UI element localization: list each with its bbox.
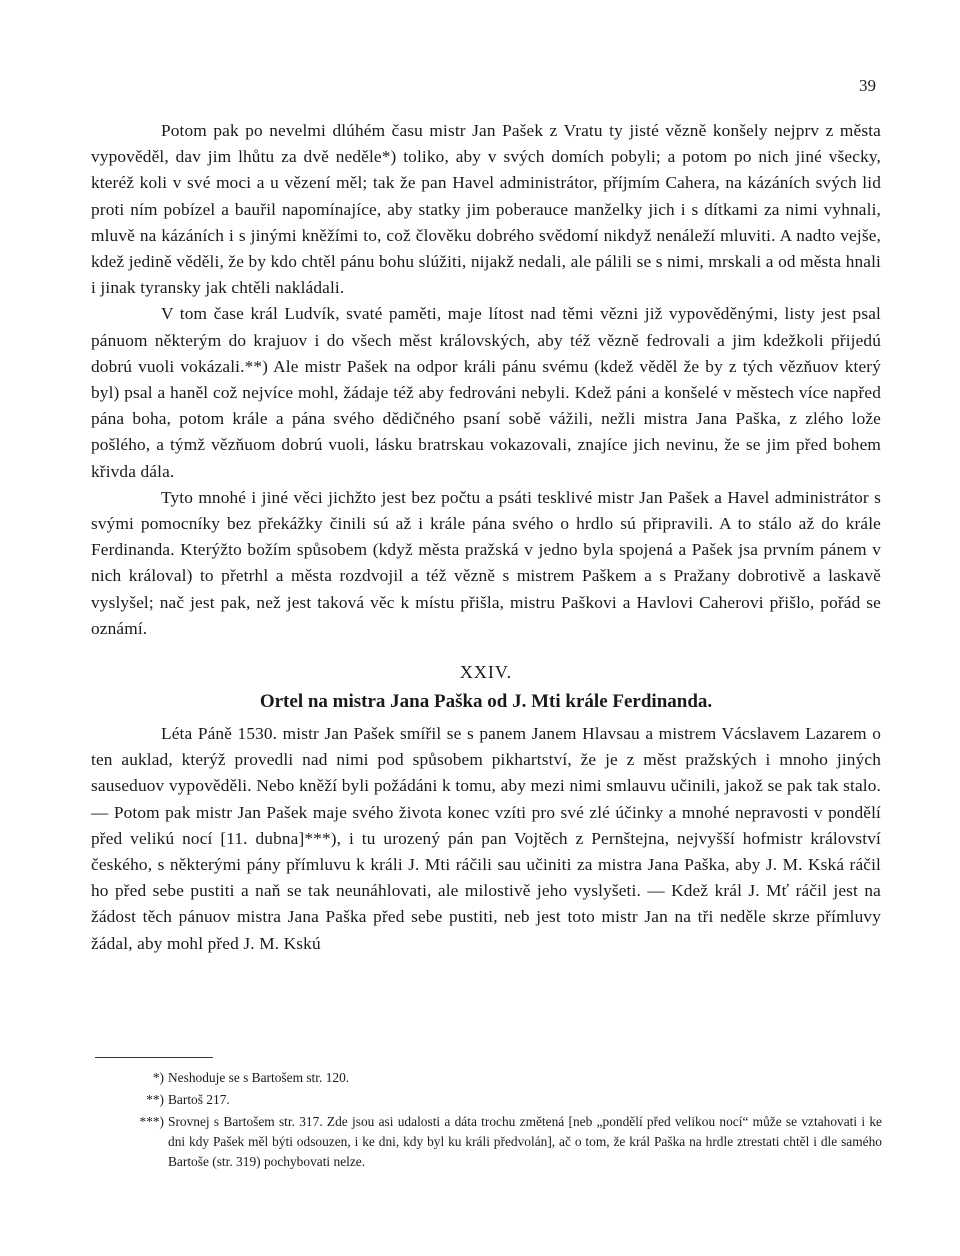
footnote-text: Bartoš 217. <box>168 1092 230 1107</box>
footnote-text: Neshoduje se s Bartošem str. 120. <box>168 1070 350 1085</box>
footnotes <box>120 1068 882 1174</box>
chapter-number: XXIV. <box>459 662 513 683</box>
main-text <box>91 118 881 957</box>
footnote-mark: *) <box>152 1070 164 1085</box>
paragraph: V tom čase král Ludvík, svaté paměti, maje lítost nad těmi vězni již vypověděnými, listy jest psal pánuom některým do krajuov i do všech měst královských, aby též vězně fedrovali a jim kdežkoli přijedú dobrú vuoli vokázali.**) Ale mistr Pašek na odpor králi pánu svému (kdež věděl že by z tých vězňuov který byl) psal a haněl což nejvíce mohl, žádaje též aby fedrováni nebyli. Kdež páni a konšelé v městech více napřed pána boha, potom krále a pána svého dědičného psaní sobě vážili, nežli mistra Jana Paška, z zlého lože pošlého, a týmž vězňuom dobrú vuoli, lásku bratrskau vokazovali, znajíce jich nevinu, že se jim před bohem křivda dála. <box>91 304 881 481</box>
chapter-title: Ortel na mistra Jana Paška od J. Mti krále Ferdinanda. <box>259 691 713 713</box>
footnote <box>120 1090 882 1110</box>
paragraph: Léta Páně 1530. mistr Jan Pašek smířil se s panem Janem Hlavsau a mistrem Vácslavem Lazarem o ten auklad, kterýž provedli nad nimi pod spůsobem pikhartství, že je z měst pražských i mnoho jiných sauseduov vypověděli. Nebo kněží byli požádáni k tomu, aby mezi nimi smlauvu učinili, jakož se pak tak stalo. — Potom pak mistr Jan Pašek maje svého života konec vzíti pro své zlé účinky a mnohé nepravosti v pondělí před velikú nocí [11. dubna]***), i tu urozený pán pan Vojtěch z Pernštejna, nejvyšší hofmistr království českého, s některými pány přímluvu k králi J. Mti ráčili sau učiniti za mistra Jana Paška, aby J. M. Kská ráčil ho před sebe pustiti a naň se tak neunáhlovati, ale milostivě jeho vyslyšeti. — Kdež král J. Mť ráčil jest na žádost těch pánuov mistra Jana Paška před sebe pustiti, neb jest toto mistr Jan na tři neděle skrze přímluvy žádal, aby mohl před J. M. Kskú <box>91 724 881 953</box>
footnote <box>120 1112 882 1172</box>
page-number: 39 <box>859 76 876 95</box>
footnote-mark: **) <box>146 1092 164 1107</box>
footnote-separator <box>95 1057 213 1058</box>
footnote-text: Srovnej s Bartošem str. 317. Zde jsou asi udalosti a dáta trochu změtená [neb „pondělí před velikou nocí“ může se vztahovati i ke dni kdy Pašek měl býti odsouzen, i ke dni, kdy byl ku králi předvolán], ač o tom, že král Paška na hrdle ztrestati chtěl i dle samého Bartoše (str. 319) pochybovati nelze. <box>168 1114 882 1169</box>
paragraph: Tyto mnohé i jiné věci jichžto jest bez počtu a psáti tesklivé mistr Jan Pašek a Havel administrátor s svými pomocníky bez překážky činili sú až i krále pána svého o hrdlo sú připravili. A to stálo až do krále Ferdinanda. Kterýžto božím spůsobem (když města pražská v jedno byla spojená a Pašek jsa prvním pánem v nich královal) to přetrhl a města rozdvojil a též vězně s mistrem Paškem a s Pražany dobrotivě a laskavě vyslyšel; nač jest pak, než jest taková věc k místu přišla, mistru Paškovi a Havlovi Caherovi přišlo, pořád se oznámí. <box>91 487 881 638</box>
paragraph: Potom pak po nevelmi dlúhém času mistr Jan Pašek z Vratu ty jisté vězně konšely nejprv z města vypověděl, dav jim lhůtu za dvě neděle*) toliko, aby v svých domích pobyli; a potom po nich jiné všecky, kteréž koli v své moci a u vězení měl; tak že pan Havel administrátor, příjmím Cahera, na kázáních svých lid proti ním pobízel a bauřil napomínajíce, aby statky jim poberauce manželky jich i s dítkami za nimi vyhnali, mluvě na kázáních i s jinými kněžími to, což člověku dobrého svědomí nikdyž nenáleží mluviti. A nadto vejše, kdež jedině věděli, že by kdo chtěl pánu bohu slúžiti, nijakž nedali, ale pálili se s nimi, mrskali a od města hnali i jinak tyransky jak chtěli nakládali. <box>91 121 881 298</box>
footnote-mark: ***) <box>139 1114 164 1129</box>
footnote <box>120 1068 882 1088</box>
